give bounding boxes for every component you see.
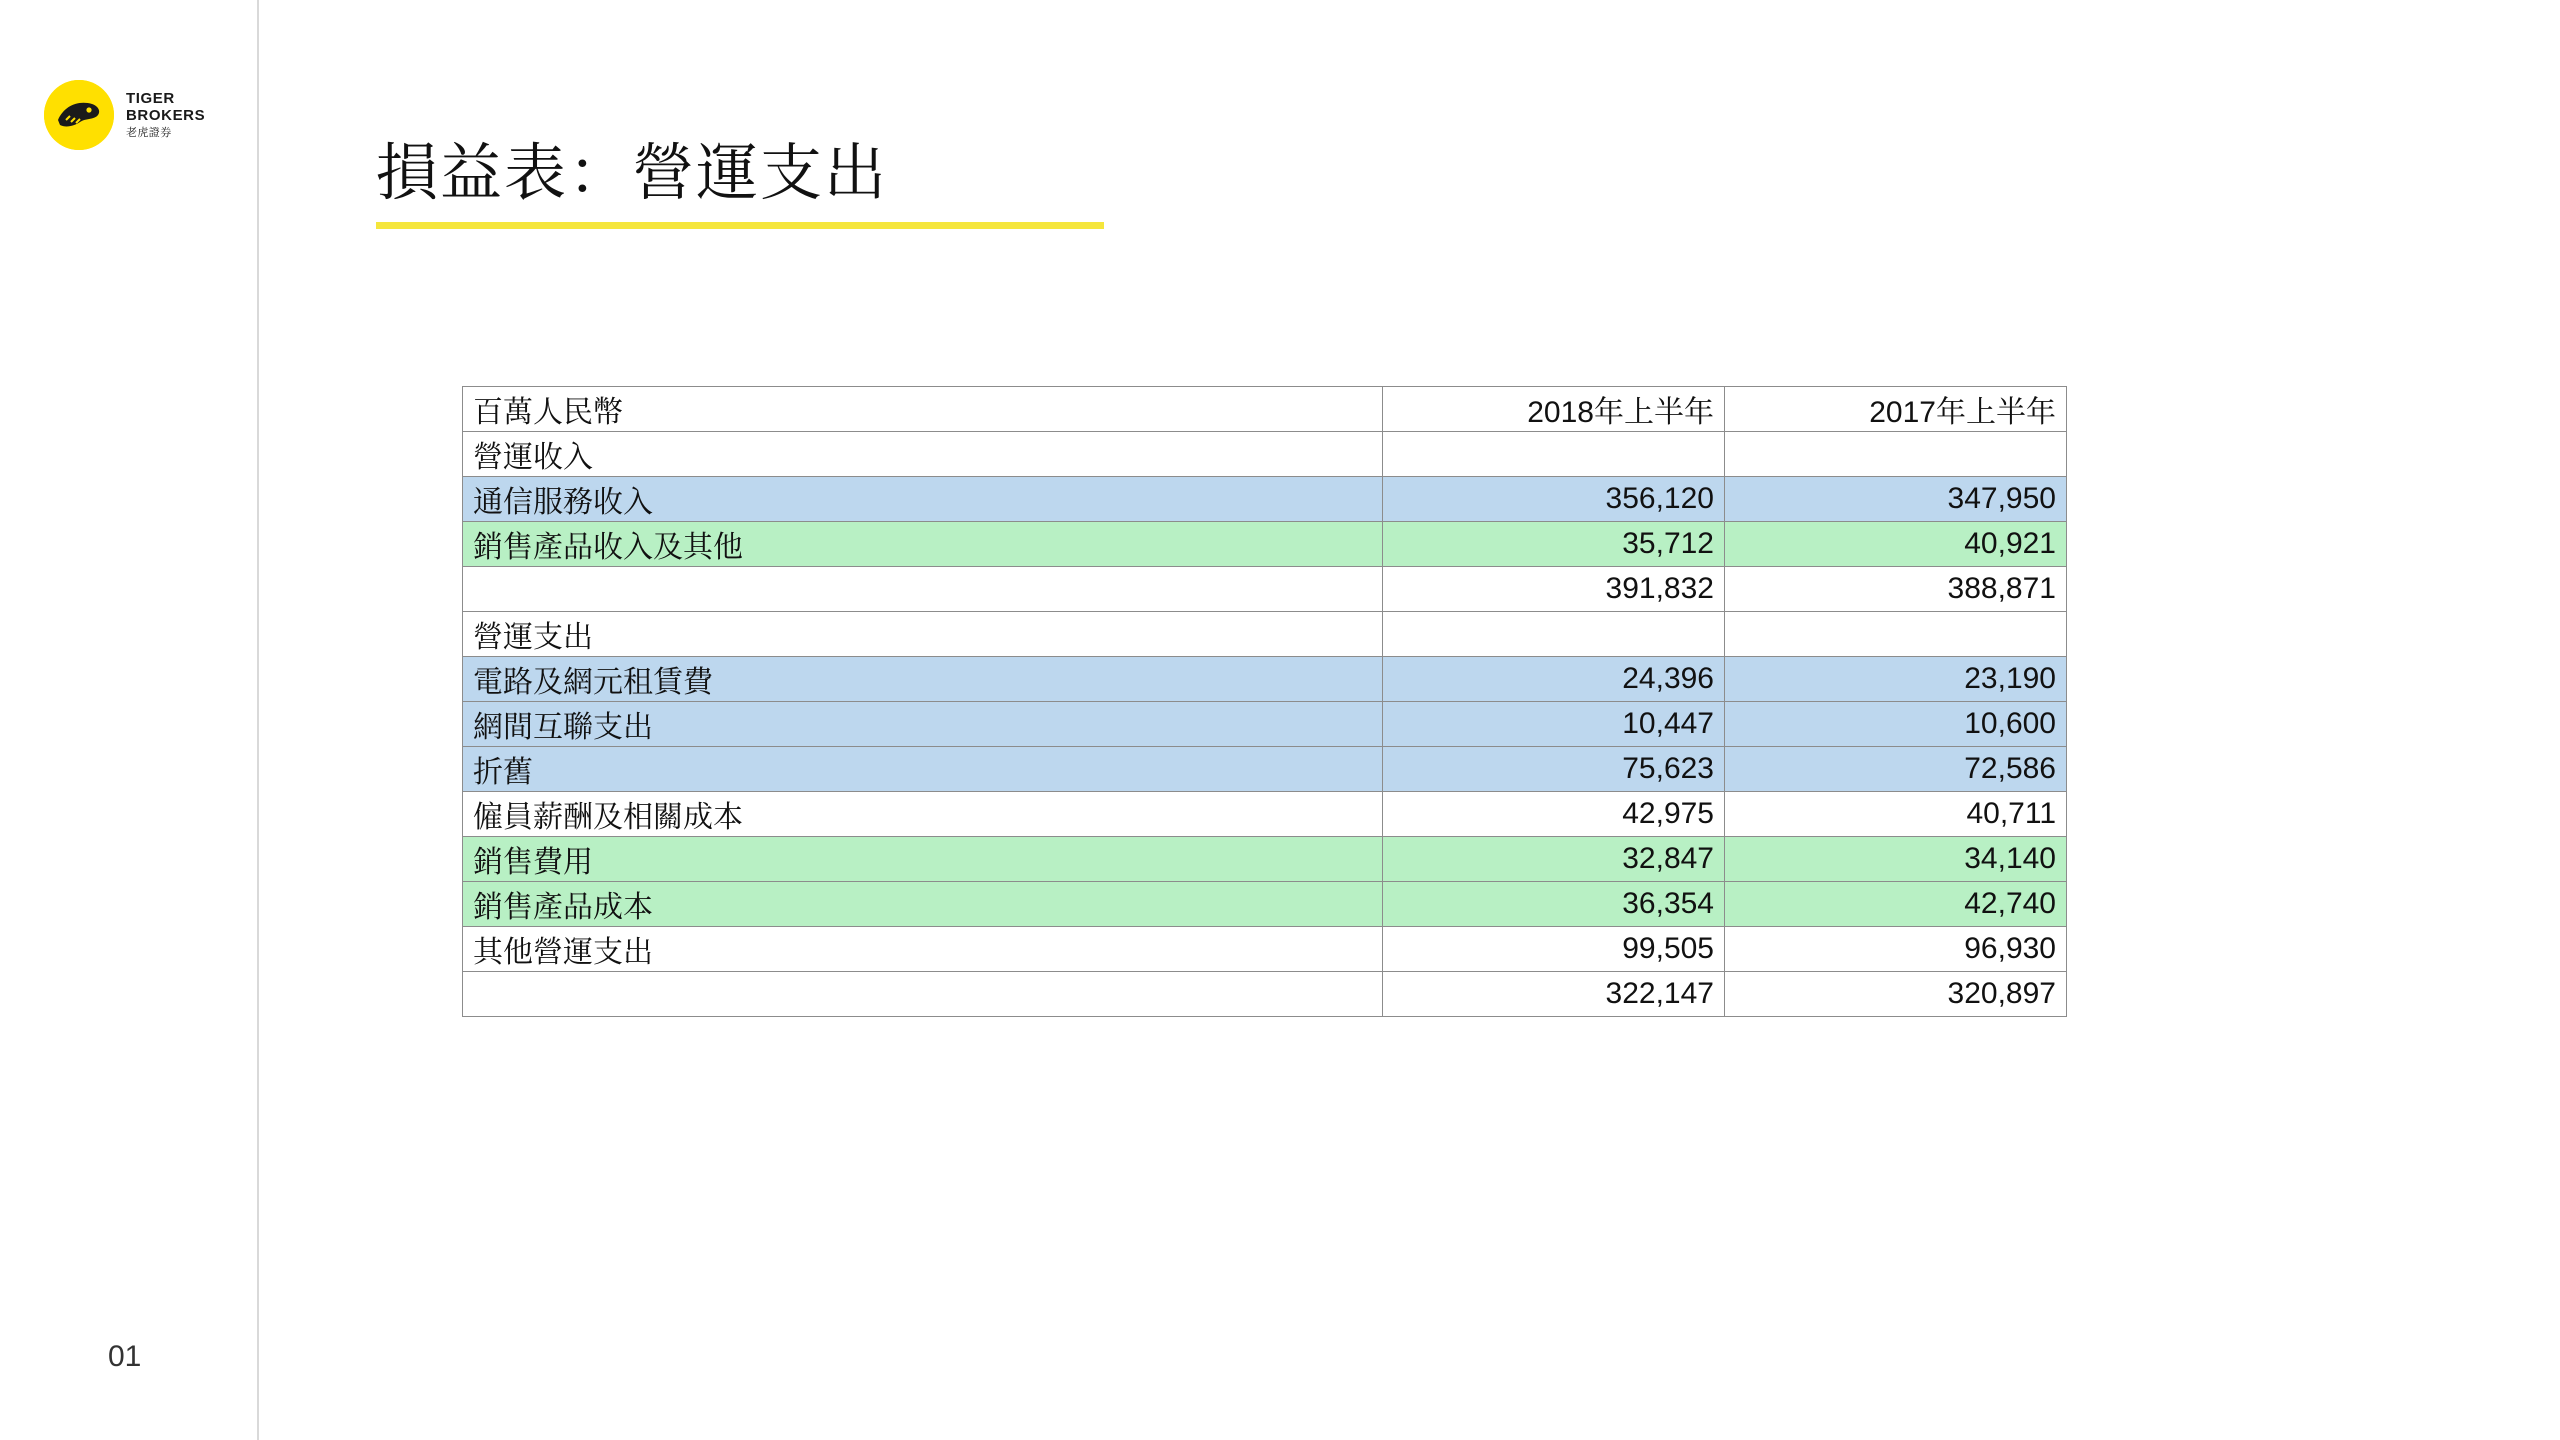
logo-text-line1: TIGER (126, 89, 175, 107)
table-cell-2018 (1383, 612, 1725, 657)
table-cell-2018: 32,847 (1383, 837, 1725, 882)
financial-table-wrap (462, 386, 2067, 1017)
table-cell-2017: 96,930 (1725, 927, 2067, 972)
table-row (463, 387, 2067, 432)
table-cell-2017: 40,711 (1725, 792, 2067, 837)
table-cell-2018: 99,505 (1383, 927, 1725, 972)
table-row (463, 612, 2067, 657)
table-cell-2017: 34,140 (1725, 837, 2067, 882)
table-cell-2017 (1725, 612, 2067, 657)
table-cell-2018: 2018年上半年 (1383, 387, 1725, 432)
table-cell-label: 銷售產品成本 (463, 882, 1383, 927)
brand-logo (44, 80, 205, 150)
table-row (463, 792, 2067, 837)
table-cell-2017: 2017年上半年 (1725, 387, 2067, 432)
page-title-block (376, 140, 1104, 229)
table-cell-2017 (1725, 432, 2067, 477)
table-row (463, 477, 2067, 522)
table-cell-label: 折舊 (463, 747, 1383, 792)
table-cell-label: 僱員薪酬及相關成本 (463, 792, 1383, 837)
table-cell-label: 銷售費用 (463, 837, 1383, 882)
table-cell-label (463, 972, 1383, 1017)
table-cell-2017: 347,950 (1725, 477, 2067, 522)
table-cell-2017: 23,190 (1725, 657, 2067, 702)
table-cell-2018: 322,147 (1383, 972, 1725, 1017)
table-cell-label: 通信服務收入 (463, 477, 1383, 522)
table-cell-2018: 356,120 (1383, 477, 1725, 522)
table-row (463, 702, 2067, 747)
page-title: 損益表：營運支出 (376, 139, 889, 208)
table-cell-label: 百萬人民幣 (463, 387, 1383, 432)
table-cell-2018: 10,447 (1383, 702, 1725, 747)
table-cell-2017: 388,871 (1725, 567, 2067, 612)
table-row (463, 927, 2067, 972)
logo-text-line3: 老虎證券 (126, 127, 172, 140)
table-cell-label: 營運收入 (463, 432, 1383, 477)
table-cell-2018: 36,354 (1383, 882, 1725, 927)
table-cell-label (463, 567, 1383, 612)
table-row (463, 972, 2067, 1017)
table-row (463, 747, 2067, 792)
table-cell-2017: 320,897 (1725, 972, 2067, 1017)
table-cell-2018 (1383, 432, 1725, 477)
table-cell-2018: 42,975 (1383, 792, 1725, 837)
table-row (463, 432, 2067, 477)
table-row (463, 837, 2067, 882)
table-row (463, 882, 2067, 927)
table-cell-2018: 35,712 (1383, 522, 1725, 567)
table-row (463, 522, 2067, 567)
table-row (463, 567, 2067, 612)
table-cell-2018: 391,832 (1383, 567, 1725, 612)
table-cell-label: 銷售產品收入及其他 (463, 522, 1383, 567)
tiger-logo-icon (44, 80, 114, 150)
page-number: 01 (108, 1340, 142, 1373)
table-cell-label: 網間互聯支出 (463, 702, 1383, 747)
title-underline (376, 222, 1104, 229)
table-cell-2017: 42,740 (1725, 882, 2067, 927)
table-cell-2018: 75,623 (1383, 747, 1725, 792)
table-cell-2018: 24,396 (1383, 657, 1725, 702)
left-rail (0, 0, 259, 1440)
logo-text-line2: BROKERS (126, 107, 206, 125)
financial-table (462, 386, 2067, 1017)
table-cell-2017: 10,600 (1725, 702, 2067, 747)
table-cell-label: 營運支出 (463, 612, 1383, 657)
table-row (463, 657, 2067, 702)
table-cell-label: 電路及網元租賃費 (463, 657, 1383, 702)
table-cell-label: 其他營運支出 (463, 927, 1383, 972)
table-cell-2017: 72,586 (1725, 747, 2067, 792)
table-cell-2017: 40,921 (1725, 522, 2067, 567)
